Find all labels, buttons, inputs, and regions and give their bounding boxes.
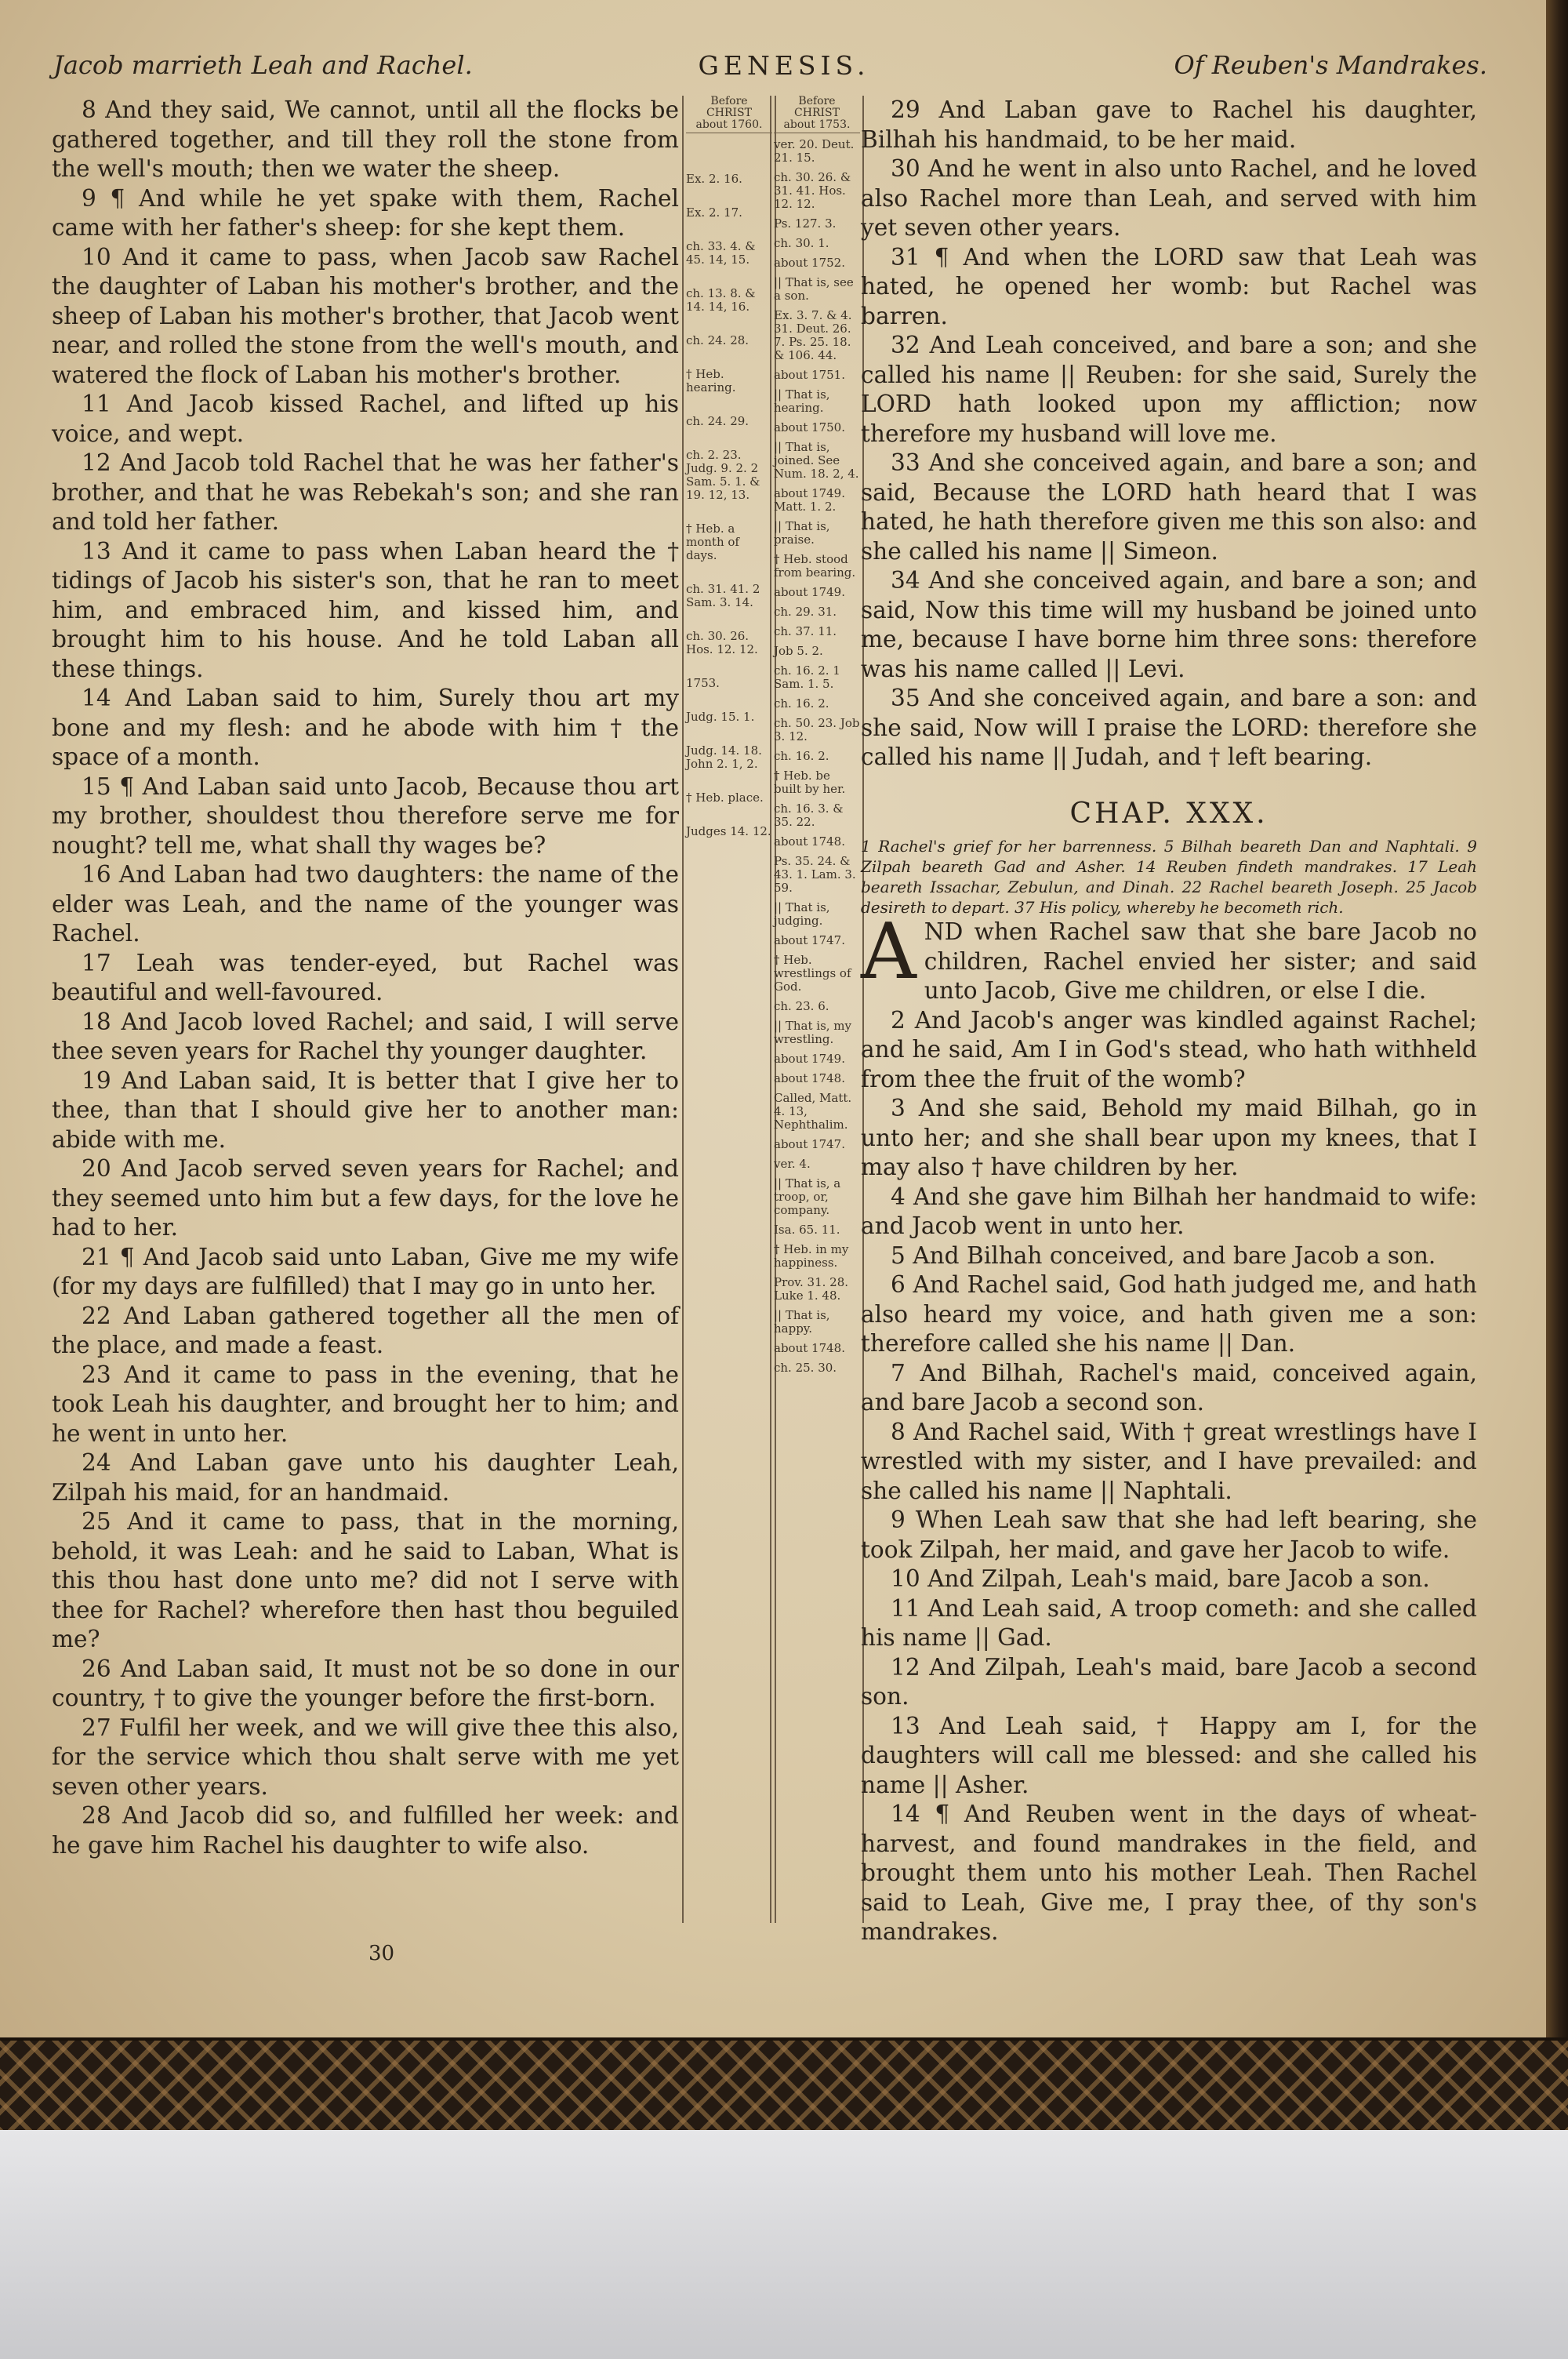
margin-note: ch. 16. 2. 1 Sam. 1. 5. bbox=[774, 663, 840, 691]
margin-note: Judges 14. 12. bbox=[686, 824, 771, 838]
verse: 7 And Bilhah, Rachel's maid, conceived again, and bare Jacob a second son. bbox=[861, 1359, 1477, 1416]
margin-note: about 1751. bbox=[774, 368, 845, 382]
verse: 15 ¶ And Laban said unto Jacob, Because thou art my brother, shouldest thou therefore serve me for nought? tell me, what shall thy wages be? bbox=[52, 772, 679, 859]
running-head-book-title: GENESIS. bbox=[698, 50, 870, 81]
verse: 14 And Laban said to him, Surely thou art my bone and my flesh: and he abode with him † the space of a month. bbox=[52, 685, 679, 770]
verse: 18 And Jacob loved Rachel; and said, I will serve thee seven years for Rachel thy younger daughter. bbox=[52, 1008, 679, 1064]
margin-note: about 1748. bbox=[774, 1341, 845, 1355]
margin-note: Isa. 65. 11. bbox=[774, 1223, 840, 1237]
margin-note: ch. 24. 28. bbox=[686, 333, 750, 347]
margin-note: † Heb. stood from bearing. bbox=[774, 552, 856, 580]
verse: 12 And Zilpah, Leah's maid, bare Jacob a second son. bbox=[861, 1653, 1477, 1710]
verse: 21 ¶ And Jacob said unto Laban, Give me my wife (for my days are fulfilled) that I may go in unto her. bbox=[52, 1243, 679, 1299]
verse: 26 And Laban said, It must not be so done in our country, † to give the younger before the first-born. bbox=[52, 1655, 679, 1711]
verse: 35 And she conceived again, and bare a son: and she said, Now will I praise the LORD: therefore she called his name || Judah, and † left bearing. bbox=[861, 685, 1477, 770]
verse: 11 And Jacob kissed Rachel, and lifted up his voice, and wept. bbox=[52, 391, 679, 447]
verse: 4 And she gave him Bilhah her handmaid to wife: and Jacob went in unto her. bbox=[861, 1183, 1477, 1239]
verse: 8 And Rachel said, With † great wrestlings have I wrestled with my sister, and I have prevailed: and she called his name || Naphtali. bbox=[861, 1418, 1477, 1504]
margin-note: Judg. 15. 1. bbox=[686, 710, 755, 724]
margin-note: † Heb. place. bbox=[686, 791, 764, 805]
verse: 33 And she conceived again, and bare a son; and said, Because the LORD hath heard that I was hated, he hath therefore given me this son also: and she called his name || Simeon. bbox=[861, 449, 1477, 565]
verse: 27 Fulfil her week, and we will give thee this also, for the service which thou shalt serve with me yet seven other years. bbox=[52, 1714, 679, 1800]
margin-note: || That is, my wrestling. bbox=[774, 1019, 852, 1046]
verse: 10 And it came to pass, when Jacob saw Rachel the daughter of Laban his mother's brother, and the sheep of Laban his mother's brother, that Jacob went near, and rolled the stone from the well's mouth, and watered the flock of Laban his mother's brother. bbox=[52, 243, 679, 388]
verse: 9 When Leah saw that she had left bearing, she took Zilpah, her maid, and gave her Jacob to wife. bbox=[861, 1507, 1477, 1563]
margin-note: ch. 50. 23. Job 3. 12. bbox=[774, 716, 860, 743]
margin-note: Ps. 127. 3. bbox=[774, 216, 837, 231]
verse: 3 And she said, Behold my maid Bilhah, go in unto her; and she shall bear upon my knees, that I may also † have children by her. bbox=[861, 1095, 1477, 1180]
margin-note: ch. 24. 29. bbox=[686, 414, 750, 428]
margin-note: about 1749. Matt. 1. 2. bbox=[774, 486, 845, 514]
right-text-column bbox=[861, 96, 1477, 1947]
verse: 17 Leah was tender-eyed, but Rachel was beautiful and well-favoured. bbox=[52, 949, 679, 1005]
margin-note: ver. 4. bbox=[774, 1157, 811, 1171]
margin-note: † Heb. in my happiness. bbox=[774, 1242, 849, 1270]
margin-note: Ex. 3. 7. & 4. 31. Deut. 26. 7. Ps. 25. 18. & 106. 44. bbox=[774, 308, 852, 362]
margin-note: about 1748. bbox=[774, 834, 845, 849]
verse: 9 ¶ And while he yet spake with them, Rachel came with her father's sheep: for she kept them. bbox=[52, 184, 679, 241]
margin-note: ch. 16. 2. bbox=[774, 696, 829, 711]
margin-note: about 1750. bbox=[774, 420, 845, 434]
verse: 23 And it came to pass in the evening, that he took Leah his daughter, and brought her to him; and he went in unto her. bbox=[52, 1361, 679, 1447]
margin-note: Prov. 31. 28. Luke 1. 48. bbox=[774, 1275, 849, 1303]
margin-note: ch. 30. 1. bbox=[774, 236, 829, 250]
verse: 8 And they said, We cannot, until all the flocks be gathered together, and till they roll the stone from the well's mouth; then we water the sheep. bbox=[52, 96, 679, 182]
margin-note: ch. 23. 6. bbox=[774, 999, 829, 1013]
chapter-summary: 1 Rachel's grief for her barrenness. 5 Bilhah beareth Dan and Naphtali. 9 Zilpah beareth Gad and Asher. 14 Reuben findeth mandrakes. 17 Leah beareth Issachar, Zebulun, and Dinah. 22 Rachel beareth Joseph. 25 Jacob desireth to depart. 37 His policy, whereby he becometh rich. bbox=[861, 837, 1477, 917]
running-head-left: Jacob marrieth Leah and Rachel. bbox=[53, 50, 473, 80]
verse: 25 And it came to pass, that in the morning, behold, it was Leah: and he said to Laban, What is this thou hast done unto me? did not I serve with thee for Rachel? wherefore then hast thou beguiled me? bbox=[52, 1508, 679, 1652]
margin-note: || That is, praise. bbox=[774, 519, 830, 547]
left-text-column bbox=[52, 96, 679, 1860]
margin-note: ch. 13. 8. & 14. 14, 16. bbox=[686, 286, 756, 314]
verse: 32 And Leah conceived, and bare a son; and she called his name || Reuben: for she said, Surely the LORD hath looked upon my affliction; now therefore my husband will love me. bbox=[861, 332, 1477, 447]
margin-note: about 1747. bbox=[774, 1137, 845, 1151]
before-christ-label: Before CHRIST about 1753. bbox=[774, 96, 860, 133]
margin-note: Job 5. 2. bbox=[774, 644, 823, 658]
margin-note: ch. 2. 23. Judg. 9. 2. 2 Sam. 5. 1. & 19. 12, 13. bbox=[686, 448, 760, 502]
margin-note: Ex. 2. 17. bbox=[686, 205, 742, 220]
background-surface bbox=[0, 2130, 1568, 2359]
margin-note: about 1749. bbox=[774, 1052, 845, 1066]
drop-cap-initial: A bbox=[861, 907, 916, 997]
margin-note: † Heb. wrestlings of God. bbox=[774, 953, 851, 994]
margin-note: ch. 29. 31. bbox=[774, 605, 837, 619]
verse: 2 And Jacob's anger was kindled against Rachel; and he said, Am I in God's stead, who hath withheld from thee the fruit of the womb? bbox=[861, 1006, 1477, 1092]
margin-note: 1753. bbox=[686, 676, 720, 690]
page-number: 30 bbox=[368, 1942, 395, 1965]
margin-note: Ps. 35. 24. & 43. 1. Lam. 3. 59. bbox=[774, 854, 856, 895]
margin-note: Judg. 14. 18. John 2. 1, 2. bbox=[686, 743, 762, 771]
margin-note: † Heb. hearing. bbox=[686, 367, 736, 394]
verse: 29 And Laban gave to Rachel his daughter, Bilhah his handmaid, to be her maid. bbox=[861, 96, 1477, 153]
verse: 19 And Laban said, It is better that I give her to thee, than that I should give her to another man: abide with me. bbox=[52, 1067, 679, 1153]
verse: 34 And she conceived again, and bare a son; and said, Now this time will my husband be joined unto me, because I have borne him three sons: therefore was his name called || Levi. bbox=[861, 567, 1477, 682]
margin-note: ch. 25. 30. bbox=[774, 1361, 837, 1375]
reference-column-right bbox=[770, 96, 864, 1923]
chapter-opening-verse bbox=[861, 907, 1477, 1006]
verse: 13 And it came to pass when Laban heard the † tidings of Jacob his sister's son, that he ran to meet him, and embraced him, and kissed him, and brought him to his house. And he told Laban all these things. bbox=[52, 537, 679, 682]
opening-verse-text: ND when Rachel saw that she bare Jacob no children, Rachel envied her sister; and said unto Jacob, Give me children, or else I die. bbox=[924, 918, 1477, 1004]
verse: 13 And Leah said, † Happy am I, for the daughters will call me blessed: and she called his name || Asher. bbox=[861, 1712, 1477, 1798]
margin-note: about 1747. bbox=[774, 933, 845, 947]
margin-note: about 1752. bbox=[774, 256, 845, 270]
margin-note: ch. 16. 3. & 35. 22. bbox=[774, 801, 844, 829]
margin-note: || That is, hearing. bbox=[774, 387, 830, 415]
margin-note: † Heb. be built by her. bbox=[774, 769, 846, 796]
verse: 30 And he went in also unto Rachel, and he loved also Rachel more than Leah, and served with him yet seven other years. bbox=[861, 155, 1477, 241]
verse: 12 And Jacob told Rachel that he was her father's brother, and that he was Rebekah's son; and she ran and told her father. bbox=[52, 449, 679, 535]
margin-note: || That is, a troop, or, company. bbox=[774, 1176, 841, 1217]
verse: 6 And Rachel said, God hath judged me, and hath also heard my voice, and hath given me a son: therefore called she his name || Dan. bbox=[861, 1271, 1477, 1357]
margin-note: || That is, joined. See Num. 18. 2, 4. bbox=[774, 440, 859, 481]
reference-column-left bbox=[682, 96, 776, 1923]
verse: 20 And Jacob served seven years for Rachel; and they seemed unto him but a few days, for the love he had to her. bbox=[52, 1155, 679, 1241]
margin-note: ch. 16. 2. bbox=[774, 749, 829, 763]
verse: 5 And Bilhah conceived, and bare Jacob a son. bbox=[891, 1241, 1436, 1269]
verse: 24 And Laban gave unto his daughter Leah, Zilpah his maid, for an handmaid. bbox=[52, 1449, 679, 1506]
margin-note: ch. 31. 41. 2 Sam. 3. 14. bbox=[686, 582, 760, 609]
decorative-cover-band bbox=[0, 2037, 1568, 2138]
verse: 16 And Laban had two daughters: the name of the elder was Leah, and the name of the younger was Rachel. bbox=[52, 861, 679, 947]
before-christ-label: Before CHRIST about 1760. bbox=[686, 96, 772, 133]
verse: 28 And Jacob did so, and fulfilled her week: and he gave him Rachel his daughter to wife also. bbox=[52, 1802, 679, 1859]
margin-note: || That is, see a son. bbox=[774, 275, 854, 303]
margin-note: ch. 30. 26. Hos. 12. 12. bbox=[686, 629, 758, 656]
margin-note: || That is, judging. bbox=[774, 900, 830, 928]
chapter-heading: CHAP. XXX. bbox=[1069, 797, 1269, 830]
margin-note: about 1748. bbox=[774, 1071, 845, 1085]
verse: 11 And Leah said, A troop cometh: and she called his name || Gad. bbox=[861, 1594, 1477, 1651]
margin-note: about 1749. bbox=[774, 585, 845, 599]
margin-note: ch. 30. 26. & 31. 41. Hos. 12. 12. bbox=[774, 170, 851, 211]
margin-note: Ex. 2. 16. bbox=[686, 172, 742, 186]
margin-note: † Heb. a month of days. bbox=[686, 522, 739, 562]
book-spine-edge bbox=[1546, 0, 1568, 2117]
verse: 22 And Laban gathered together all the men of the place, and made a feast. bbox=[52, 1302, 679, 1358]
verse: 31 ¶ And when the LORD saw that Leah was hated, he opened her womb: but Rachel was barren. bbox=[861, 243, 1477, 329]
margin-note: Called, Matt. 4. 13, Nephthalim. bbox=[774, 1091, 852, 1132]
margin-note: ver. 20. Deut. 21. 15. bbox=[774, 137, 855, 165]
margin-note: ch. 37. 11. bbox=[774, 624, 837, 638]
verse: 10 And Zilpah, Leah's maid, bare Jacob a son. bbox=[891, 1565, 1430, 1592]
margin-note: ch. 33. 4. & 45. 14, 15. bbox=[686, 239, 756, 267]
verse: 14 ¶ And Reuben went in the days of wheat-harvest, and found mandrakes in the field, and brought them unto his mother Leah. Then Rachel said to Leah, Give me, I pray thee, of thy son's mandrakes. bbox=[861, 1801, 1477, 1945]
running-head-right: Of Reuben's Mandrakes. bbox=[1174, 50, 1487, 80]
margin-note: || That is, happy. bbox=[774, 1308, 830, 1336]
